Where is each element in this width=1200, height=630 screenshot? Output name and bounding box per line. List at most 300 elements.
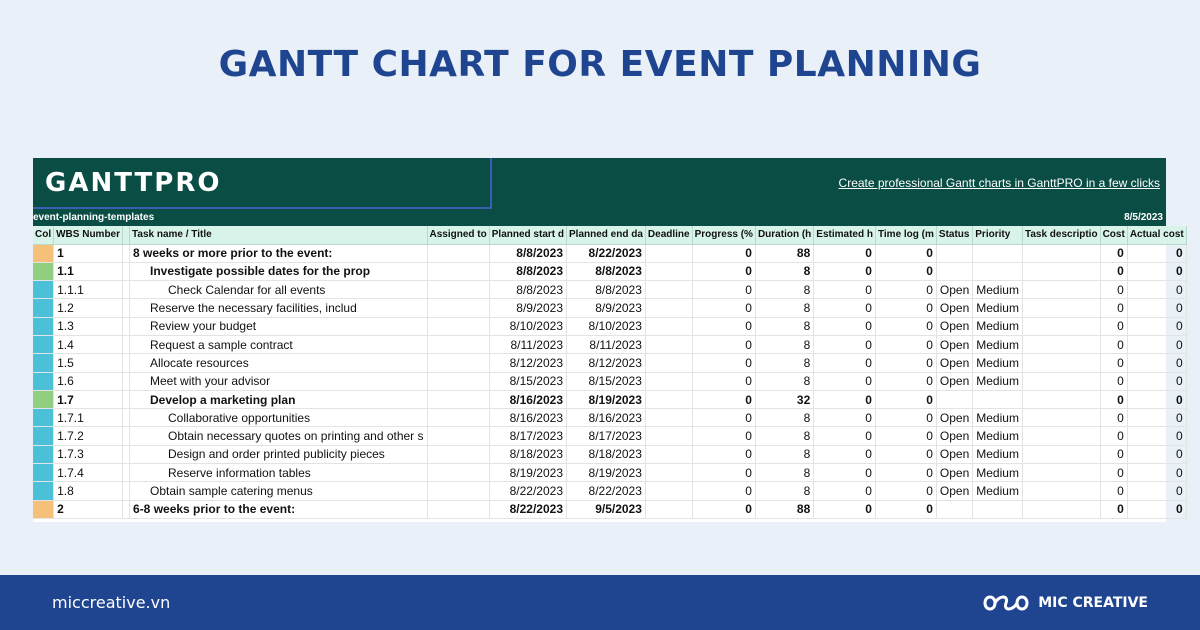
cell-actual[interactable]: 0 <box>1127 335 1186 353</box>
cell-timelog[interactable]: 0 <box>875 262 936 280</box>
cell-priority[interactable]: Medium <box>973 464 1023 482</box>
cell-priority[interactable] <box>973 390 1023 408</box>
cell-progress[interactable]: 0 <box>692 482 755 500</box>
cell-progress[interactable]: 0 <box>692 409 755 427</box>
column-header[interactable]: Col <box>33 226 54 244</box>
cell-status[interactable] <box>936 244 972 262</box>
cell-cost[interactable]: 0 <box>1100 281 1127 299</box>
cell-desc[interactable] <box>1022 281 1100 299</box>
cell-start[interactable]: 8/10/2023 <box>489 317 566 335</box>
cell-actual[interactable]: 0 <box>1127 482 1186 500</box>
cell-gap[interactable] <box>123 500 130 518</box>
cell-assigned[interactable] <box>427 464 489 482</box>
column-header[interactable]: Planned start d <box>489 226 566 244</box>
cell-duration[interactable]: 8 <box>755 409 813 427</box>
cell-wbs[interactable]: 1.1.1 <box>54 281 123 299</box>
cell-task[interactable]: Obtain necessary quotes on printing and other s <box>130 427 428 445</box>
cell-wbs[interactable]: 1.8 <box>54 482 123 500</box>
cell-end[interactable]: 8/15/2023 <box>567 372 646 390</box>
column-header[interactable]: Task descriptio <box>1022 226 1100 244</box>
cell-task[interactable]: Collaborative opportunities <box>130 409 428 427</box>
cell-cost[interactable]: 0 <box>1100 500 1127 518</box>
cell-timelog[interactable]: 0 <box>875 390 936 408</box>
table-row[interactable] <box>33 262 1186 280</box>
cell-actual[interactable]: 0 <box>1127 464 1186 482</box>
footer-brand <box>982 590 1148 616</box>
table-row[interactable] <box>33 354 1186 372</box>
column-header[interactable]: Assigned to <box>427 226 489 244</box>
row-color-marker <box>33 354 54 372</box>
cell-desc[interactable] <box>1022 445 1100 463</box>
cell-duration[interactable]: 8 <box>755 299 813 317</box>
cell-start[interactable]: 8/9/2023 <box>489 299 566 317</box>
cell-start[interactable]: 8/19/2023 <box>489 464 566 482</box>
table-row[interactable] <box>33 482 1186 500</box>
row-color-marker <box>33 372 54 390</box>
cell-task[interactable]: Check Calendar for all events <box>130 281 428 299</box>
cell-wbs[interactable]: 1.7.2 <box>54 427 123 445</box>
cell-actual[interactable]: 0 <box>1127 281 1186 299</box>
column-header[interactable]: Actual cost <box>1127 226 1186 244</box>
column-header[interactable]: Estimated h <box>814 226 876 244</box>
cell-gap[interactable] <box>123 464 130 482</box>
cell-deadline[interactable] <box>645 281 692 299</box>
cell-status[interactable]: Open <box>936 427 972 445</box>
cell-assigned[interactable] <box>427 482 489 500</box>
cell-timelog[interactable]: 0 <box>875 372 936 390</box>
cell-deadline[interactable] <box>645 445 692 463</box>
cell-wbs[interactable]: 1.2 <box>54 299 123 317</box>
cell-desc[interactable] <box>1022 409 1100 427</box>
cell-start[interactable]: 8/16/2023 <box>489 409 566 427</box>
cell-cost[interactable]: 0 <box>1100 482 1127 500</box>
column-header[interactable]: Time log (m <box>875 226 936 244</box>
cell-progress[interactable]: 0 <box>692 262 755 280</box>
cell-estimated[interactable]: 0 <box>814 409 876 427</box>
cell-assigned[interactable] <box>427 445 489 463</box>
cell-desc[interactable] <box>1022 354 1100 372</box>
cell-assigned[interactable] <box>427 372 489 390</box>
sheet-date: 8/5/2023 <box>1124 212 1163 223</box>
cell-actual[interactable]: 0 <box>1127 317 1186 335</box>
cell-actual[interactable]: 0 <box>1127 372 1186 390</box>
cell-wbs[interactable]: 1 <box>54 244 123 262</box>
cell-gap[interactable] <box>123 244 130 262</box>
row-color-marker <box>33 299 54 317</box>
cell-estimated[interactable]: 0 <box>814 464 876 482</box>
row-color-marker <box>33 335 54 353</box>
cell-gap[interactable] <box>123 281 130 299</box>
cell-estimated[interactable]: 0 <box>814 445 876 463</box>
cell-actual[interactable]: 0 <box>1127 500 1186 518</box>
cell-gap[interactable] <box>123 299 130 317</box>
table-row[interactable] <box>33 281 1186 299</box>
cell-start[interactable]: 8/17/2023 <box>489 427 566 445</box>
cell-actual[interactable]: 0 <box>1127 262 1186 280</box>
cell-estimated[interactable]: 0 <box>814 354 876 372</box>
cell-estimated[interactable]: 0 <box>814 335 876 353</box>
infinity-logo-icon <box>982 590 1030 616</box>
footer-brand-name: MIC CREATIVE <box>1038 595 1148 611</box>
table-row[interactable] <box>33 500 1186 518</box>
cell-gap[interactable] <box>123 427 130 445</box>
cell-timelog[interactable]: 0 <box>875 445 936 463</box>
cell-cost[interactable]: 0 <box>1100 390 1127 408</box>
footer <box>0 575 1200 630</box>
cell-priority[interactable] <box>973 500 1023 518</box>
cell-estimated[interactable]: 0 <box>814 482 876 500</box>
cell-estimated[interactable]: 0 <box>814 500 876 518</box>
cell-wbs[interactable]: 1.6 <box>54 372 123 390</box>
cell-cost[interactable]: 0 <box>1100 262 1127 280</box>
cell-start[interactable]: 8/8/2023 <box>489 244 566 262</box>
cell-duration[interactable]: 8 <box>755 445 813 463</box>
cell-desc[interactable] <box>1022 482 1100 500</box>
cell-task[interactable]: Obtain sample catering menus <box>130 482 428 500</box>
cell-end[interactable]: 8/19/2023 <box>567 464 646 482</box>
cell-end[interactable]: 8/19/2023 <box>567 390 646 408</box>
table-row[interactable] <box>33 445 1186 463</box>
cell-status[interactable]: Open <box>936 464 972 482</box>
cell-end[interactable]: 8/18/2023 <box>567 445 646 463</box>
cell-status[interactable]: Open <box>936 281 972 299</box>
cell-start[interactable]: 8/16/2023 <box>489 390 566 408</box>
task-table <box>33 226 1187 519</box>
cell-duration[interactable]: 88 <box>755 500 813 518</box>
cell-start[interactable]: 8/15/2023 <box>489 372 566 390</box>
cell-end[interactable]: 8/22/2023 <box>567 244 646 262</box>
header-row <box>33 226 1186 244</box>
cell-end[interactable]: 8/8/2023 <box>567 262 646 280</box>
cell-start[interactable]: 8/18/2023 <box>489 445 566 463</box>
cell-cost[interactable]: 0 <box>1100 354 1127 372</box>
cell-status[interactable] <box>936 390 972 408</box>
cell-wbs[interactable]: 1.5 <box>54 354 123 372</box>
column-header[interactable]: Deadline <box>645 226 692 244</box>
cell-timelog[interactable]: 0 <box>875 281 936 299</box>
cell-deadline[interactable] <box>645 244 692 262</box>
table-row[interactable] <box>33 427 1186 445</box>
row-color-marker <box>33 317 54 335</box>
cell-actual[interactable]: 0 <box>1127 354 1186 372</box>
cell-actual[interactable]: 0 <box>1127 390 1186 408</box>
cell-cost[interactable]: 0 <box>1100 335 1127 353</box>
cell-deadline[interactable] <box>645 464 692 482</box>
table-row[interactable] <box>33 390 1186 408</box>
cell-estimated[interactable]: 0 <box>814 317 876 335</box>
cell-duration[interactable]: 8 <box>755 281 813 299</box>
cell-desc[interactable] <box>1022 372 1100 390</box>
row-color-marker <box>33 427 54 445</box>
cell-wbs[interactable]: 1.1 <box>54 262 123 280</box>
cell-deadline[interactable] <box>645 299 692 317</box>
cell-start[interactable]: 8/22/2023 <box>489 482 566 500</box>
cell-progress[interactable]: 0 <box>692 335 755 353</box>
table-row[interactable] <box>33 299 1186 317</box>
cell-timelog[interactable]: 0 <box>875 464 936 482</box>
cell-priority[interactable]: Medium <box>973 445 1023 463</box>
cell-task[interactable]: Reserve the necessary facilities, includ <box>130 299 428 317</box>
cell-task[interactable]: 8 weeks or more prior to the event: <box>130 244 428 262</box>
cell-assigned[interactable] <box>427 390 489 408</box>
table-row[interactable] <box>33 244 1186 262</box>
cell-task[interactable]: Investigate possible dates for the prop <box>130 262 428 280</box>
cell-duration[interactable]: 88 <box>755 244 813 262</box>
cell-gap[interactable] <box>123 482 130 500</box>
cell-timelog[interactable]: 0 <box>875 317 936 335</box>
cell-gap[interactable] <box>123 390 130 408</box>
cell-timelog[interactable]: 0 <box>875 427 936 445</box>
cell-status[interactable] <box>936 262 972 280</box>
row-color-marker <box>33 409 54 427</box>
cell-actual[interactable]: 0 <box>1127 299 1186 317</box>
task-body <box>33 244 1186 518</box>
cell-status[interactable] <box>936 500 972 518</box>
cell-actual[interactable]: 0 <box>1127 427 1186 445</box>
cell-wbs[interactable]: 1.7.3 <box>54 445 123 463</box>
cell-actual[interactable]: 0 <box>1127 409 1186 427</box>
column-header[interactable]: Duration (h <box>755 226 813 244</box>
cell-desc[interactable] <box>1022 427 1100 445</box>
cell-desc[interactable] <box>1022 244 1100 262</box>
cell-task[interactable]: Design and order printed publicity pieces <box>130 445 428 463</box>
cell-wbs[interactable]: 1.4 <box>54 335 123 353</box>
ganttpro-banner <box>33 158 1166 209</box>
cell-duration[interactable]: 8 <box>755 354 813 372</box>
cell-deadline[interactable] <box>645 317 692 335</box>
cell-timelog[interactable]: 0 <box>875 500 936 518</box>
row-color-marker <box>33 500 54 518</box>
cell-duration[interactable]: 8 <box>755 262 813 280</box>
row-color-marker <box>33 281 54 299</box>
cell-cost[interactable]: 0 <box>1100 317 1127 335</box>
cell-progress[interactable]: 0 <box>692 445 755 463</box>
cell-progress[interactable]: 0 <box>692 390 755 408</box>
column-header[interactable]: Cost <box>1100 226 1127 244</box>
cell-desc[interactable] <box>1022 262 1100 280</box>
cell-progress[interactable]: 0 <box>692 500 755 518</box>
cell-gap[interactable] <box>123 409 130 427</box>
cell-end[interactable]: 8/22/2023 <box>567 482 646 500</box>
cell-start[interactable]: 8/11/2023 <box>489 335 566 353</box>
cell-task[interactable]: Reserve information tables <box>130 464 428 482</box>
cell-end[interactable]: 8/9/2023 <box>567 299 646 317</box>
cell-status[interactable]: Open <box>936 372 972 390</box>
row-color-marker <box>33 464 54 482</box>
cell-priority[interactable] <box>973 262 1023 280</box>
cell-estimated[interactable]: 0 <box>814 390 876 408</box>
cell-deadline[interactable] <box>645 335 692 353</box>
cell-timelog[interactable]: 0 <box>875 335 936 353</box>
cell-priority[interactable]: Medium <box>973 482 1023 500</box>
cell-progress[interactable]: 0 <box>692 317 755 335</box>
cell-timelog[interactable]: 0 <box>875 299 936 317</box>
cell-timelog[interactable]: 0 <box>875 244 936 262</box>
cell-start[interactable]: 8/12/2023 <box>489 354 566 372</box>
cell-end[interactable]: 8/17/2023 <box>567 427 646 445</box>
cell-deadline[interactable] <box>645 482 692 500</box>
cell-start[interactable]: 8/22/2023 <box>489 500 566 518</box>
cell-deadline[interactable] <box>645 354 692 372</box>
sheet-name: event-planning-templates <box>33 212 155 223</box>
cell-estimated[interactable]: 0 <box>814 427 876 445</box>
cell-task[interactable]: Allocate resources <box>130 354 428 372</box>
cell-timelog[interactable]: 0 <box>875 354 936 372</box>
footer-site[interactable]: miccreative.vn <box>52 593 171 612</box>
column-header[interactable]: Status <box>936 226 972 244</box>
cell-wbs[interactable]: 1.7.1 <box>54 409 123 427</box>
cell-cost[interactable]: 0 <box>1100 464 1127 482</box>
cell-cost[interactable]: 0 <box>1100 244 1127 262</box>
cell-deadline[interactable] <box>645 372 692 390</box>
table-row[interactable] <box>33 372 1186 390</box>
cell-status[interactable]: Open <box>936 317 972 335</box>
cell-duration[interactable]: 8 <box>755 372 813 390</box>
cell-priority[interactable]: Medium <box>973 372 1023 390</box>
cell-deadline[interactable] <box>645 262 692 280</box>
cell-wbs[interactable]: 2 <box>54 500 123 518</box>
cell-end[interactable]: 8/8/2023 <box>567 281 646 299</box>
cell-duration[interactable]: 8 <box>755 427 813 445</box>
cell-assigned[interactable] <box>427 427 489 445</box>
cell-wbs[interactable]: 1.7 <box>54 390 123 408</box>
cell-assigned[interactable] <box>427 317 489 335</box>
cell-priority[interactable]: Medium <box>973 354 1023 372</box>
cell-deadline[interactable] <box>645 390 692 408</box>
sheet-info-bar <box>33 209 1166 226</box>
cell-start[interactable]: 8/8/2023 <box>489 262 566 280</box>
cell-assigned[interactable] <box>427 409 489 427</box>
cell-assigned[interactable] <box>427 500 489 518</box>
cell-progress[interactable]: 0 <box>692 354 755 372</box>
cell-cost[interactable]: 0 <box>1100 445 1127 463</box>
cell-estimated[interactable]: 0 <box>814 262 876 280</box>
cell-estimated[interactable]: 0 <box>814 281 876 299</box>
logo-cell[interactable] <box>33 158 492 209</box>
cell-priority[interactable]: Medium <box>973 281 1023 299</box>
cell-deadline[interactable] <box>645 500 692 518</box>
cell-progress[interactable]: 0 <box>692 464 755 482</box>
cell-status[interactable]: Open <box>936 445 972 463</box>
cell-status[interactable]: Open <box>936 335 972 353</box>
column-header[interactable] <box>123 226 130 244</box>
row-color-marker <box>33 445 54 463</box>
cell-wbs[interactable]: 1.3 <box>54 317 123 335</box>
cell-priority[interactable]: Medium <box>973 317 1023 335</box>
cell-deadline[interactable] <box>645 409 692 427</box>
cell-gap[interactable] <box>123 372 130 390</box>
cell-end[interactable]: 8/10/2023 <box>567 317 646 335</box>
cell-assigned[interactable] <box>427 299 489 317</box>
cell-wbs[interactable]: 1.7.4 <box>54 464 123 482</box>
cell-status[interactable]: Open <box>936 482 972 500</box>
cell-task[interactable]: Request a sample contract <box>130 335 428 353</box>
cell-cost[interactable]: 0 <box>1100 372 1127 390</box>
cell-end[interactable]: 8/12/2023 <box>567 354 646 372</box>
cell-assigned[interactable] <box>427 335 489 353</box>
cell-status[interactable]: Open <box>936 354 972 372</box>
cell-actual[interactable]: 0 <box>1127 445 1186 463</box>
cell-duration[interactable]: 8 <box>755 482 813 500</box>
cell-duration[interactable]: 8 <box>755 464 813 482</box>
cell-task[interactable]: Meet with your advisor <box>130 372 428 390</box>
cell-desc[interactable] <box>1022 335 1100 353</box>
cell-cost[interactable]: 0 <box>1100 299 1127 317</box>
column-header[interactable]: Task name / Title <box>130 226 428 244</box>
cell-estimated[interactable]: 0 <box>814 244 876 262</box>
cell-desc[interactable] <box>1022 317 1100 335</box>
promo-link[interactable]: Create professional Gantt charts in GanttPRO in a few clicks <box>838 176 1160 190</box>
cell-estimated[interactable]: 0 <box>814 299 876 317</box>
cell-duration[interactable]: 32 <box>755 390 813 408</box>
cell-gap[interactable] <box>123 317 130 335</box>
cell-assigned[interactable] <box>427 281 489 299</box>
cell-gap[interactable] <box>123 354 130 372</box>
cell-priority[interactable]: Medium <box>973 427 1023 445</box>
cell-deadline[interactable] <box>645 427 692 445</box>
cell-progress[interactable]: 0 <box>692 427 755 445</box>
cell-desc[interactable] <box>1022 390 1100 408</box>
cell-progress[interactable]: 0 <box>692 244 755 262</box>
cell-start[interactable]: 8/8/2023 <box>489 281 566 299</box>
row-color-marker <box>33 244 54 262</box>
cell-desc[interactable] <box>1022 464 1100 482</box>
cell-task[interactable]: Review your budget <box>130 317 428 335</box>
cell-status[interactable]: Open <box>936 299 972 317</box>
cell-desc[interactable] <box>1022 299 1100 317</box>
column-header[interactable]: Priority <box>973 226 1023 244</box>
cell-status[interactable]: Open <box>936 409 972 427</box>
column-header[interactable]: Planned end da <box>567 226 646 244</box>
cell-assigned[interactable] <box>427 262 489 280</box>
cell-gap[interactable] <box>123 445 130 463</box>
cell-actual[interactable]: 0 <box>1127 244 1186 262</box>
cell-timelog[interactable]: 0 <box>875 409 936 427</box>
table-row[interactable] <box>33 464 1186 482</box>
cell-end[interactable]: 8/16/2023 <box>567 409 646 427</box>
ganttpro-logo: GANTTPRO <box>45 168 222 198</box>
table-row[interactable] <box>33 409 1186 427</box>
cell-task[interactable]: Develop a marketing plan <box>130 390 428 408</box>
cell-gap[interactable] <box>123 335 130 353</box>
cell-cost[interactable]: 0 <box>1100 427 1127 445</box>
cell-timelog[interactable]: 0 <box>875 482 936 500</box>
cell-end[interactable]: 9/5/2023 <box>567 500 646 518</box>
table-row[interactable] <box>33 317 1186 335</box>
cell-duration[interactable]: 8 <box>755 335 813 353</box>
cell-estimated[interactable]: 0 <box>814 372 876 390</box>
cell-end[interactable]: 8/11/2023 <box>567 335 646 353</box>
cell-assigned[interactable] <box>427 354 489 372</box>
table-row[interactable] <box>33 335 1186 353</box>
row-color-marker <box>33 482 54 500</box>
cell-priority[interactable] <box>973 244 1023 262</box>
cell-gap[interactable] <box>123 262 130 280</box>
cell-progress[interactable]: 0 <box>692 299 755 317</box>
cell-task[interactable]: 6-8 weeks prior to the event: <box>130 500 428 518</box>
cell-priority[interactable]: Medium <box>973 409 1023 427</box>
cell-desc[interactable] <box>1022 500 1100 518</box>
cell-progress[interactable]: 0 <box>692 372 755 390</box>
cell-duration[interactable]: 8 <box>755 317 813 335</box>
column-header[interactable]: Progress (% <box>692 226 755 244</box>
column-header[interactable]: WBS Number <box>54 226 123 244</box>
cell-cost[interactable]: 0 <box>1100 409 1127 427</box>
cell-priority[interactable]: Medium <box>973 299 1023 317</box>
cell-priority[interactable]: Medium <box>973 335 1023 353</box>
cell-assigned[interactable] <box>427 244 489 262</box>
cell-progress[interactable]: 0 <box>692 281 755 299</box>
